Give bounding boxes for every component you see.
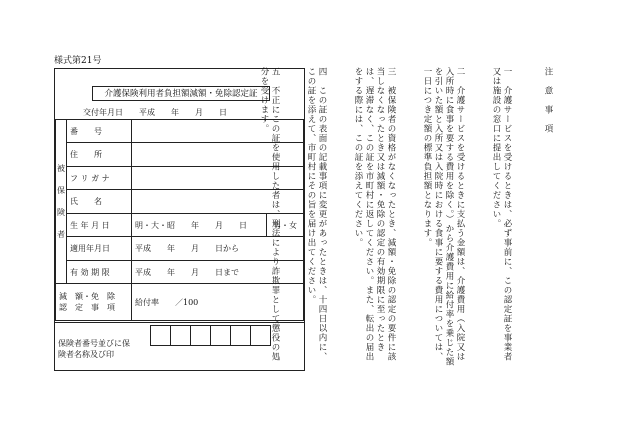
digit-box[interactable] xyxy=(190,325,211,346)
sex-field[interactable]: 男・女 xyxy=(267,213,304,236)
note-item: 二 介護サービスを受けるときに支払う金額は、介護費用（入院又は入所時に食事を要する費用を除く。）から介護費用に給付率を乗じた額を引いた額と入所又は入院時における食事に要する費用については、一日につき定額の標準負担額となります。 xyxy=(422,67,465,367)
birthdate-field[interactable]: 明・大・昭 年 月 日 xyxy=(132,213,267,236)
note-item: 四 この証の表面の記載事項に変更があったときは、十四日以内に、この証を添えて、市町村にその旨を届け出てください。 xyxy=(306,67,327,362)
expiry-label: 有 効 期 限 xyxy=(67,260,132,284)
note-item: 三 被保険者の資格がなくなったとき、減額・免除の認定の要件に該当しなくなったとき又は減額・免除の認定の有効期限に至ったときは、遅滞なく、この証を市町村に返してください。また、転出の届出をする際には、この証を添えてください。 xyxy=(353,67,396,362)
digit-box[interactable] xyxy=(210,325,231,346)
applied-date-label: 適用年月日 xyxy=(67,237,132,260)
name-label: 氏 名 xyxy=(67,190,132,213)
insured-group-label: 被 保 険 者 xyxy=(56,120,67,284)
furigana-label: フ リ ガ ナ xyxy=(67,166,132,189)
benefit-rate-field[interactable]: 給付率 ／100 xyxy=(132,284,304,321)
note-item: 五 不正にこの証を使用した者は、刑法により詐欺罪として懲役の処分を受けます。 xyxy=(259,67,280,362)
digit-box[interactable] xyxy=(170,325,191,346)
birthdate-label: 生 年 月 日 xyxy=(67,213,132,236)
reduction-label: 減 額・免 除 認 定 事 項 xyxy=(56,284,132,321)
number-label: 番 号 xyxy=(67,120,132,143)
form-number: 様式第21号 xyxy=(54,56,102,66)
applied-date-field[interactable]: 平成 年 月 日から xyxy=(132,237,304,260)
certificate-title: 介護保険利用者負担額減額・免除認定証 xyxy=(92,86,270,101)
notes-heading: 注 意 事 項 xyxy=(543,67,553,134)
digit-box[interactable] xyxy=(150,325,171,346)
issue-date: 交付年月日 平成 年 月 日 xyxy=(83,108,227,117)
insurer-label: 保険者番号並びに保険者名称及び印 xyxy=(58,339,130,359)
expiry-field[interactable]: 平成 年 月 日まで xyxy=(132,260,304,284)
address-label: 住 所 xyxy=(67,143,132,166)
note-item: 一 介護サービスを受けるときは、必ず事前に、この認定証を事業者又は施設の窓口に提出してください。 xyxy=(491,67,512,362)
